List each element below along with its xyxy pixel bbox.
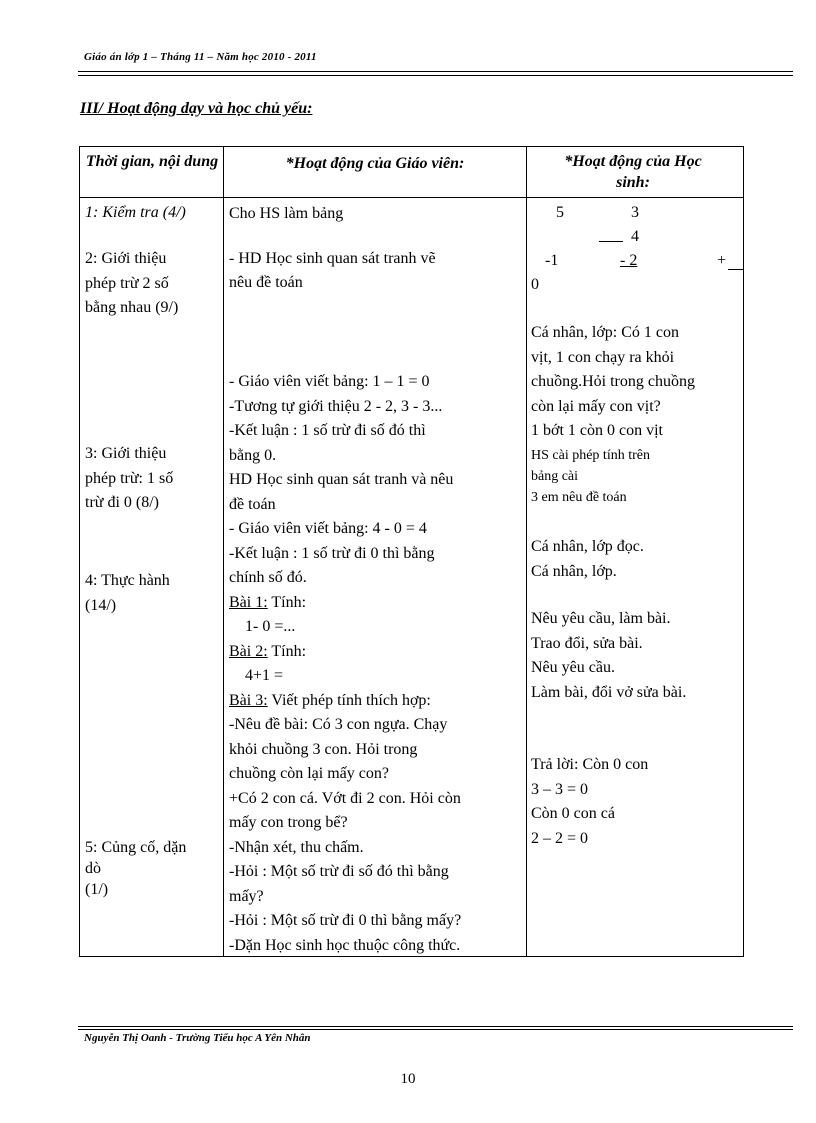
step-cung-co: 5: Củng cố, dặn dò (1/) (85, 839, 187, 898)
section-title: III/ Hoạt động dạy và học chủ yếu: (80, 100, 313, 117)
header-rule (78, 71, 793, 72)
step-thuc-hanh: 4: Thực hành (14/) (85, 572, 170, 614)
header-row-divider (80, 197, 743, 198)
student-activity-lines: Cá nhân, lớp: Có 1 con vịt, 1 con chạy ra khỏi chuồng.Hỏi trong chuồng còn lại mấy con vịt? 1 bớt 1 còn 0 con vịt HS cài phép tính trên bảng cài 3 em nêu đề toán (531, 324, 695, 505)
page-header: Giáo án lớp 1 – Tháng 11 – Năm học 2010 - 2011 (84, 51, 317, 63)
exercise-1: Bài 1: Tính: (229, 593, 307, 611)
header-rule-double (78, 75, 793, 76)
column-divider (526, 147, 527, 956)
column-divider (223, 147, 224, 956)
lesson-table: Thời gian, nội dung *Hoạt động của Giáo viên: *Hoạt động của Học sinh: 1: Kiểm tra (4/) 2: Giới thiệu phép trừ 2 số bằng nhau (9/) 3: Giới thiệu phép trừ: 1 số trừ đi 0 (8/) 4: Thực hành (14/) 5: Củng cố, dặn dò (1/) Cho HS làm bảng - HD Học sinh quan sát tranh vẽ nêu đề toán - Giáo viên viết bảng: 1 – 1 = 0 -Tương tự giới thiệu 2 - 2, 3 - 3... -Kết luận : 1 số trừ đi số đó thì bằng 0. HD Học sinh quan sát tranh và nêu đề toán - Giáo viên viết bảng: 4 - 0 = 4 -Kết luận : 1 số trừ đi 0 thì bằng chính số đó. Bài 1: Tính: 1- 0 =... Bài 2: Tính: 4+1 = Bài 3: Viết phép tính thích hợp: -Nêu đề bài: Có 3 con ngựa. Chạy khỏi chuồng 3 con. Hỏi trong chuồng còn lại mấy con? +Có 2 con cá. Vớt đi 2 con. Hỏi còn mấy con trong bể? -Nhận xét, thu chấm. -Hỏi : Một số trừ đi số đó thì bằng mấy? -Hỏi : Một số trừ đi 0 thì bằng mấy? -Dặn Học sinh học thuộc công thức. 5 3 4 -1 - 2 + 0 Cá nhân, lớp: Có 1 con vịt, 1 con chạy ra khỏi chuồng.Hỏi trong chuồng còn lại mấy con vịt? 1 bớt 1 còn 0 con vịt HS cài phép tính trên bảng cài 3 em nêu đề toán Cá nhân, lớp đọc. Cá nhân, lớp. Nêu yêu cầu, làm bài. Trao đổi, sửa bài. Nêu yêu cầu. Làm bài, đổi vở sửa bài. Trả lời: Còn 0 con 3 – 3 = 0 Còn 0 con cá 2 – 2 = 0 (79, 146, 744, 957)
step-gioi-thieu-2: 3: Giới thiệu phép trừ: 1 số trừ đi 0 (8/) (85, 445, 174, 511)
page-footer: Nguyễn Thị Oanh - Trường Tiểu học A Yên Nhân (84, 1032, 311, 1044)
exercise-3: Bài 3: Viết phép tính thích hợp: (229, 691, 431, 709)
footer-rule-double (78, 1029, 793, 1030)
student-activity-answers: Trả lời: Còn 0 con 3 – 3 = 0 Còn 0 con cá 2 – 2 = 0 (531, 756, 649, 847)
calc-underline (728, 269, 744, 270)
footer-rule (78, 1026, 793, 1027)
student-activity-read: Cá nhân, lớp đọc. Cá nhân, lớp. (531, 538, 644, 580)
step-gioi-thieu-1: 2: Giới thiệu phép trừ 2 số bằng nhau (9/) (85, 250, 179, 316)
header-student-activity: *Hoạt động của Học sinh: (564, 153, 702, 191)
calc-underline (599, 241, 623, 242)
header-teacher-activity: *Hoạt động của Giáo viên: (285, 155, 465, 172)
exercise-2: Bài 2: Tính: (229, 642, 307, 660)
header-time-content: Thời gian, nội dung (85, 153, 219, 170)
page-number: 10 (400, 1071, 416, 1087)
student-activity-practice: Nêu yêu cầu, làm bài. Trao đổi, sửa bài. Nêu yêu cầu. Làm bài, đổi vở sửa bài. (531, 610, 687, 701)
teacher-activity-intro: Cho HS làm bảng - HD Học sinh quan sát tranh vẽ nêu đề toán (229, 205, 436, 291)
step-kiem-tra: 1: Kiểm tra (4/) (85, 204, 186, 221)
teacher-activity-main: - Giáo viên viết bảng: 1 – 1 = 0 -Tương tự giới thiệu 2 - 2, 3 - 3... -Kết luận : 1 số trừ đi số đó thì bằng 0. HD Học sinh quan sát tranh và nêu đề toán - Giáo viên viết bảng: 4 - 0 = 4 -Kết luận : 1 số trừ đi 0 thì bằng chính số đó. Bài 1: Tính: 1- 0 =... Bài 2: Tính: 4+1 = Bài 3: Viết phép tính thích hợp: -Nêu đề bài: Có 3 con ngựa. Chạy khỏi chuồng 3 con. Hỏi trong chuồng còn lại mấy con? +Có 2 con cá. Vớt đi 2 con. Hỏi còn mấy con trong bể? -Nhận xét, thu chấm. -Hỏi : Một số trừ đi số đó thì bằng mấy? -Hỏi : Một số trừ đi 0 thì bằng mấy? -Dặn Học sinh học thuộc công thức. (229, 370, 523, 958)
